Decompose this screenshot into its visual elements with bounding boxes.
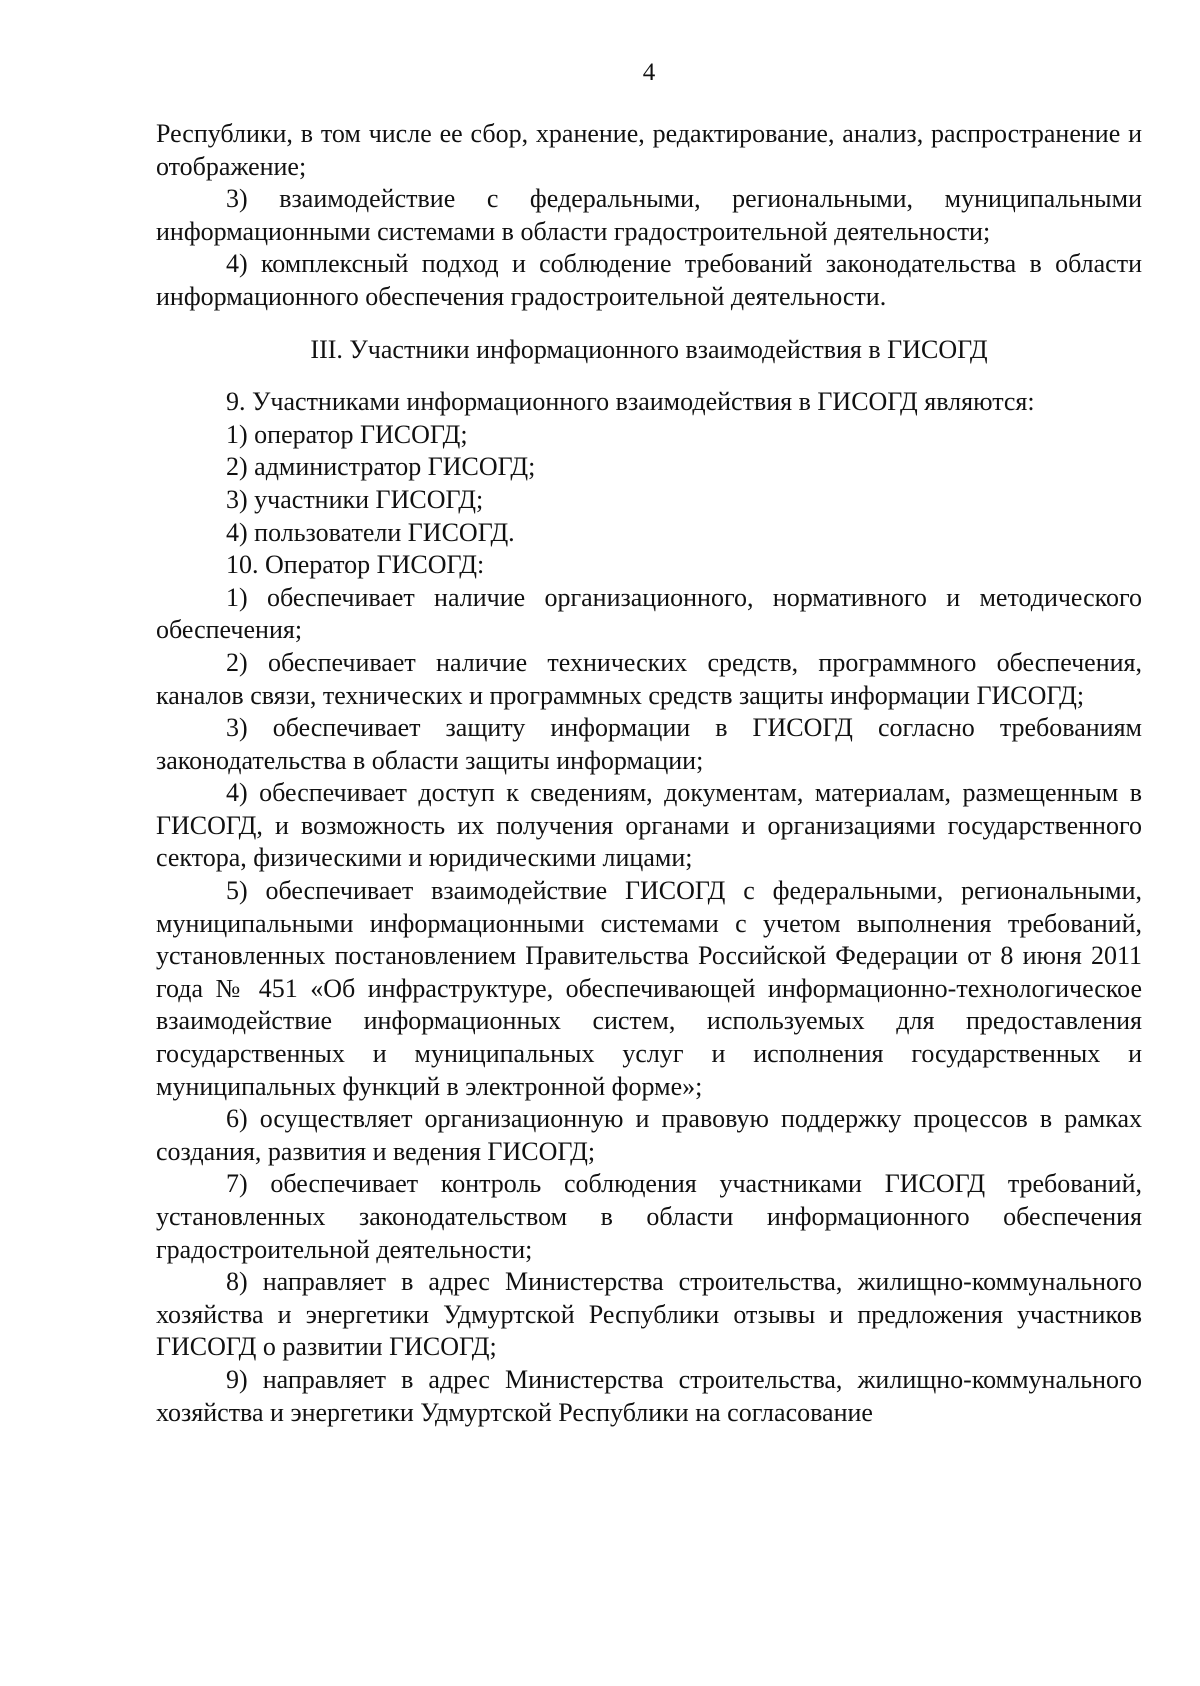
paragraph-9: 9. Участниками информационного взаимодействия в ГИСОГД являются: (226, 387, 1035, 417)
operator-duty-5: 5) обеспечивает взаимодействие ГИСОГД с федеральными, региональными, муниципальными информационными системами с учетом выполнения требований, установленных постановлением Правительства Российской Федерации от 8 июня 2011 года № 451 «Об инфраструктуре, обеспечивающей информационно-технологическое взаимодействие информационных систем, используемых для предоставления государственных и муниципальных услуг и исполнения государственных и муниципальных функций в электронной форме»; (156, 876, 1142, 1101)
paragraph-10: 10. Оператор ГИСОГД: (226, 550, 485, 580)
operator-duty-9: 9) направляет в адрес Министерства строительства, жилищно-коммунального хозяйства и энергетики Удмуртской Республики на согласование (156, 1364, 1142, 1427)
list-item-participant-4: 4) пользователи ГИСОГД. (226, 517, 515, 547)
operator-duty-6: 6) осуществляет организационную и правовую поддержку процессов в рамках создания, развития и ведения ГИСОГД; (156, 1104, 1142, 1166)
operator-duty-2: 2) обеспечивает наличие технических средств, программного обеспечения, каналов связи, технических и программных средств защиты информации ГИСОГД; (156, 647, 1142, 710)
operator-duty-3: 3) обеспечивает защиту информации в ГИСОГД согласно требованиям законодательства в области защиты информации; (156, 713, 1142, 775)
list-item-4: 4) комплексный подход и соблюдение требований законодательства в области информационного обеспечения градостроительной деятельности. (156, 249, 1142, 311)
operator-duty-7: 7) обеспечивает контроль соблюдения участниками ГИСОГД требований, установленных законодательством в области информационного обеспечения градостроительной деятельности; (156, 1169, 1142, 1264)
document-body (156, 118, 1142, 1429)
list-item-participant-3: 3) участники ГИСОГД; (226, 484, 484, 514)
list-item-3: 3) взаимодействие с федеральными, региональными, муниципальными информационными системами в области градостроительной деятельности; (156, 184, 1142, 246)
operator-duty-1: 1) обеспечивает наличие организационного, нормативного и методического обеспечения; (156, 582, 1142, 645)
page-number: 4 (642, 59, 656, 86)
paragraph-continuation: Республики, в том числе ее сбор, хранение, редактирование, анализ, распространение и отображение; (156, 119, 1142, 181)
document-page (156, 0, 1142, 1686)
operator-duty-8: 8) направляет в адрес Министерства строительства, жилищно-коммунального хозяйства и энергетики Удмуртской Республики отзывы и предложения участников ГИСОГД о развитии ГИСОГД; (156, 1267, 1142, 1362)
section-heading: III. Участники информационного взаимодействия в ГИСОГД (310, 334, 988, 364)
list-item-participant-1: 1) оператор ГИСОГД; (226, 419, 468, 449)
list-item-participant-2: 2) администратор ГИСОГД; (226, 452, 536, 482)
operator-duty-4: 4) обеспечивает доступ к сведениям, документам, материалам, размещенным в ГИСОГД, и возможность их получения органами и организациями государственного сектора, физическими и юридическими лицами; (156, 778, 1142, 873)
